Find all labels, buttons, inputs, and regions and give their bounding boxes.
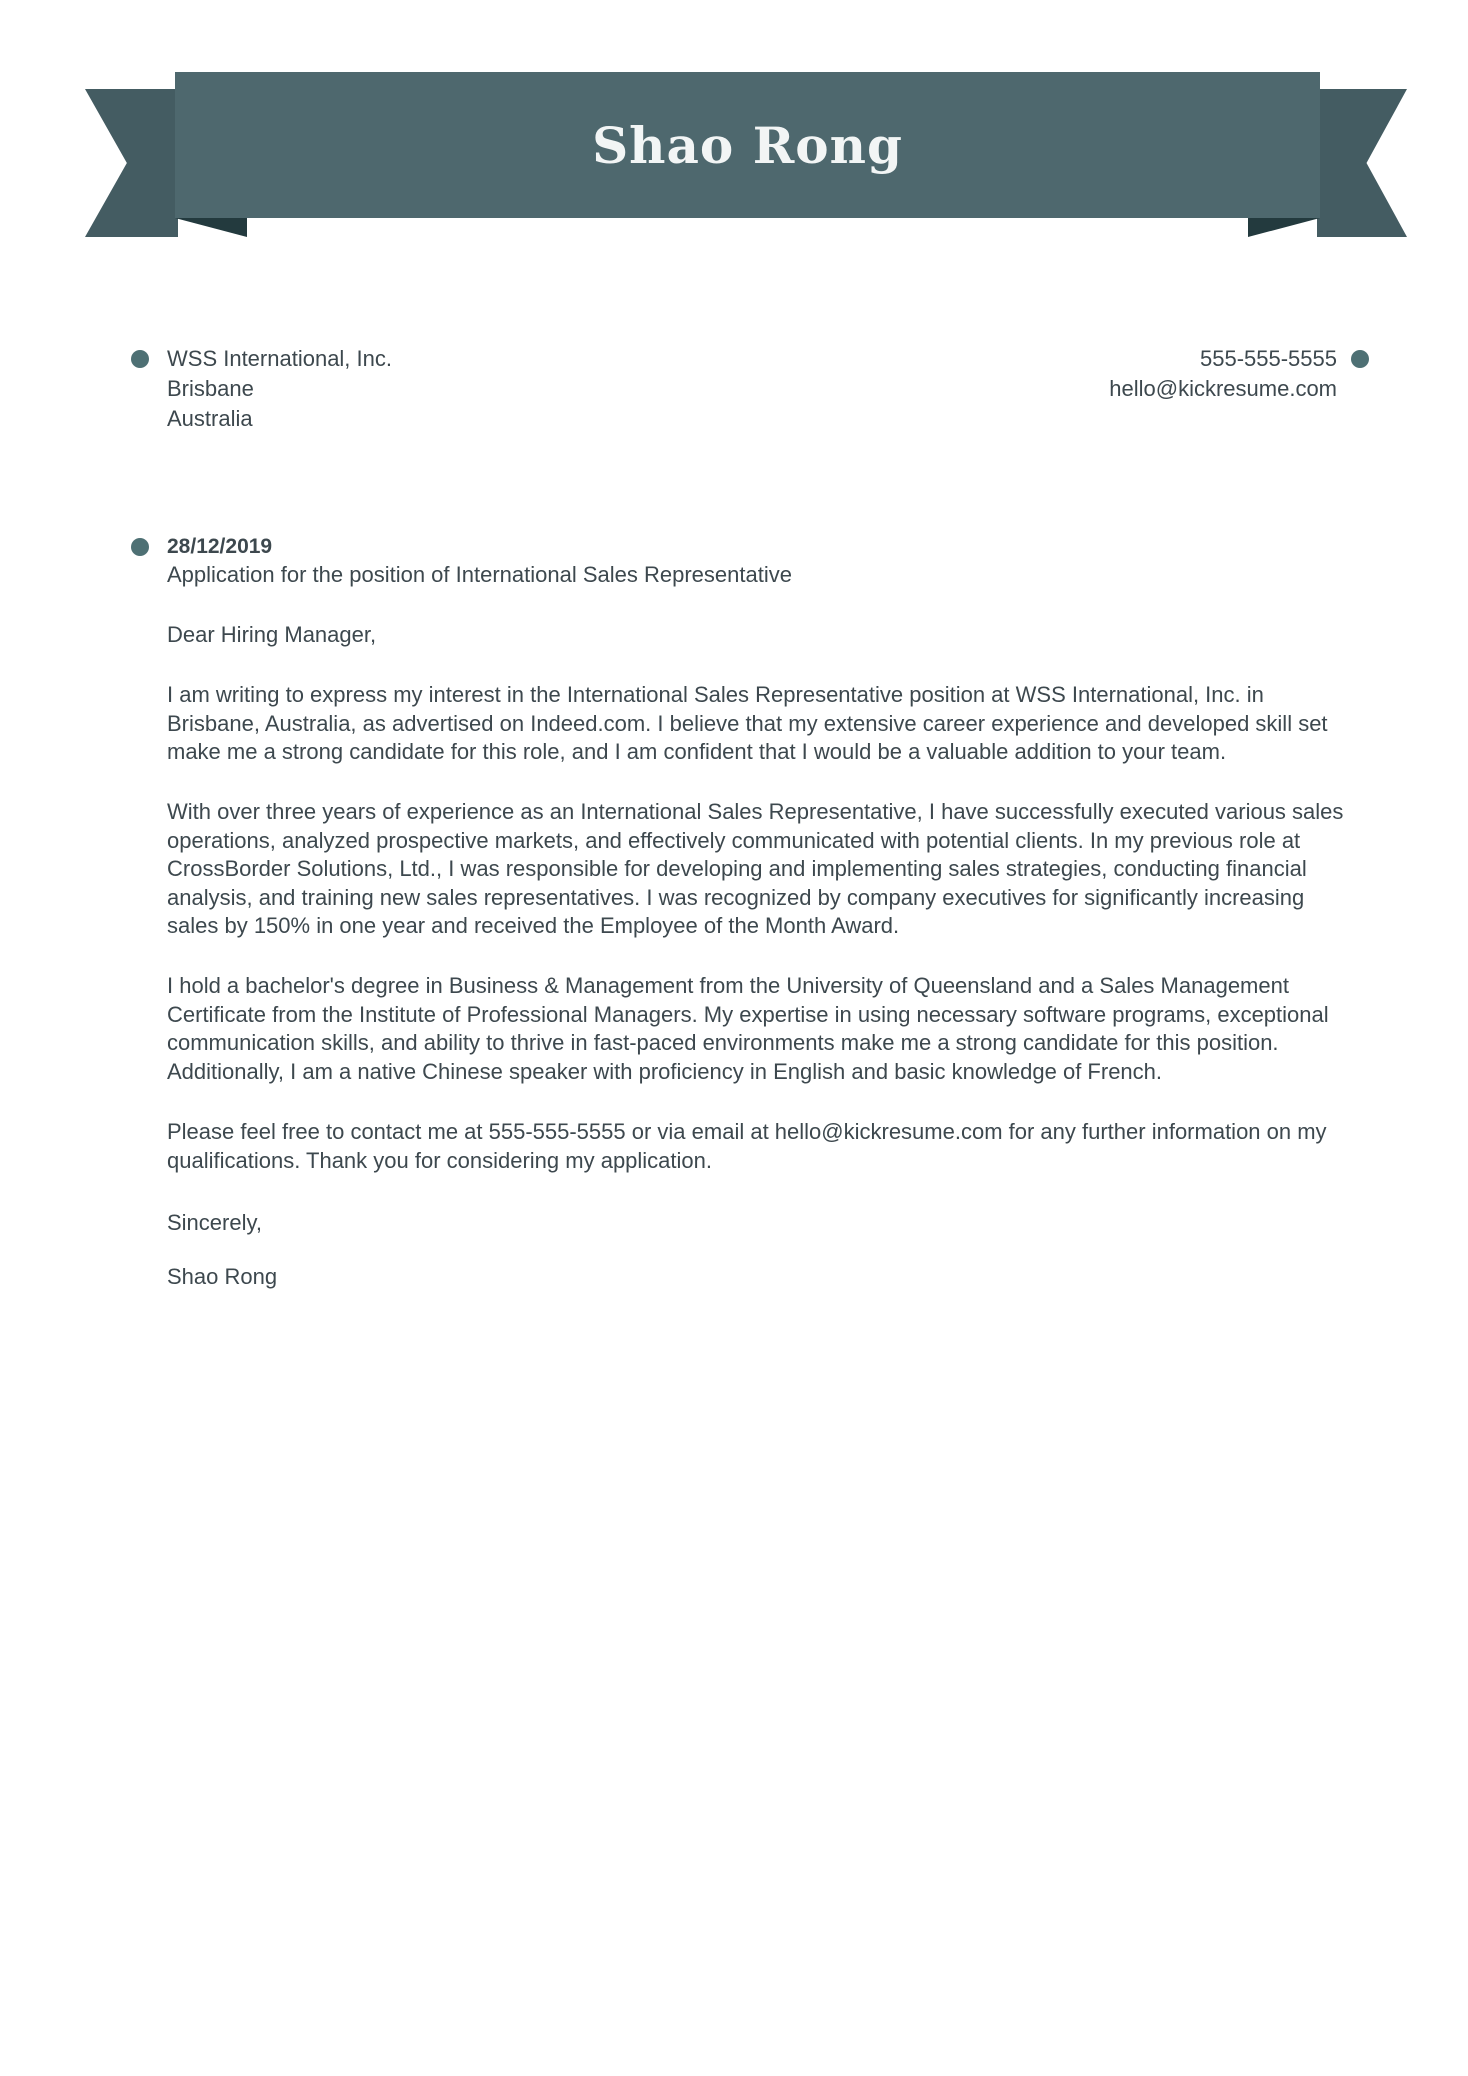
recipient-company: WSS International, Inc. (167, 346, 392, 371)
recipient-bullet-dot (131, 350, 149, 368)
ribbon-left-fold (175, 218, 247, 237)
ribbon-right-fold (1248, 218, 1320, 237)
letter-paragraph: I am writing to express my interest in the International Sales Representative position at WSS International, Inc. in Brisbane, Australia, as advertised on Indeed.com. I believe that my extensive career experience and developed skill set make me a strong candidate for this role, and I am confident that I would be a valuable addition to your team. (167, 682, 1328, 765)
letter-date: 28/12/2019 (167, 535, 273, 558)
letter-signature: Shao Rong (167, 1264, 278, 1290)
sender-email: hello@kickresume.com (1109, 376, 1337, 401)
contact-row (131, 344, 1369, 434)
ribbon-right-tail (1317, 89, 1407, 237)
ribbon-band (175, 72, 1320, 218)
letter-salutation: Dear Hiring Manager, (167, 621, 377, 647)
recipient-city: Brisbane (167, 376, 254, 401)
sender-details (1109, 344, 1337, 434)
date-row (167, 533, 1359, 561)
sender-bullet-dot (1351, 350, 1369, 368)
letter-paragraph: Please feel free to contact me at 555-555-5555 or via email at hello@kickresume.com for any further information on my qualifications. Thank you for considering my application. (167, 1119, 1327, 1173)
sender-block (1109, 344, 1369, 434)
date-bullet-dot (131, 538, 149, 556)
ribbon-left-tail (85, 89, 178, 237)
letter-subject: Application for the position of International Sales Representative (167, 562, 792, 588)
recipient-address (167, 344, 392, 434)
recipient-country: Australia (167, 406, 253, 431)
letter-paragraph: With over three years of experience as an International Sales Representative, I have successfully executed various sales operations, analyzed prospective markets, and effectively communicated with potential clients. In my previous role at CrossBorder Solutions, Ltd., I was responsible for developing and implementing sales strategies, conducting financial analysis, and training new sales representatives. I was recognized by company executives for significantly increasing sales by 150% in one year and received the Employee of the Month Award. (167, 799, 1344, 939)
letter-paragraph: I hold a bachelor's degree in Business & Management from the University of Queensland and a Sales Management Certificate from the Institute of Professional Managers. My expertise in using necessary software programs, exceptional communication skills, and ability to thrive in fast-paced environments make me a strong candidate for this position. Additionally, I am a native Chinese speaker with proficiency in English and basic knowledge of French. (167, 973, 1329, 1084)
recipient-block (131, 344, 392, 434)
sender-phone: 555-555-5555 (1199, 346, 1337, 371)
page-title: Shao Rong (592, 115, 903, 175)
letter-body (167, 533, 1359, 1292)
letter-closing: Sincerely, (167, 1209, 262, 1235)
